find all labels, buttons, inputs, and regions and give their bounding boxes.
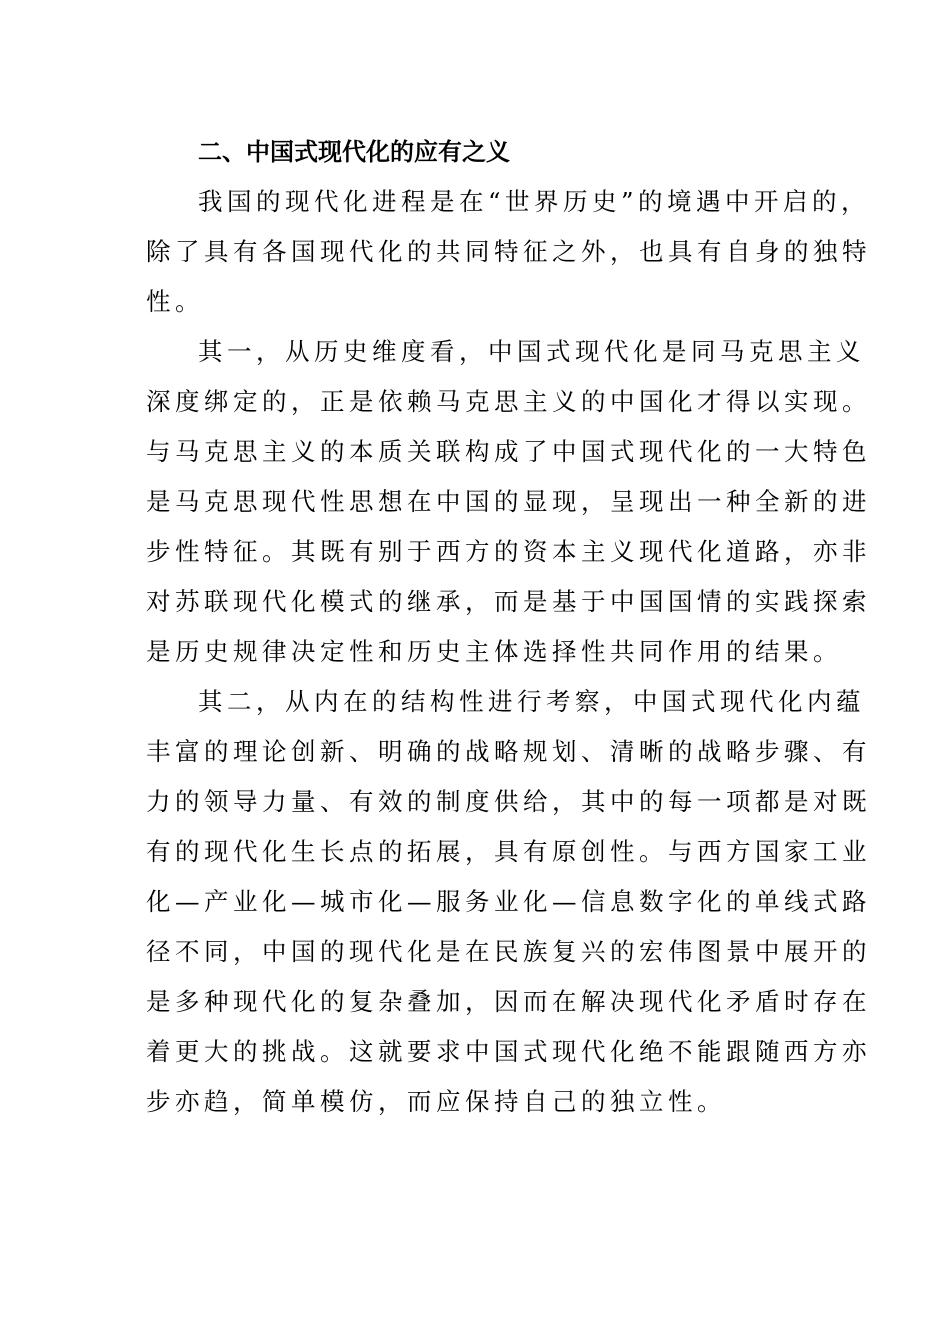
paragraph-2-line-6: 对苏联现代化模式的继承，而是基于中国国情的实践探索 [146,587,871,616]
paragraph-2-line-5: 步性特征。其既有别于西方的资本主义现代化道路，亦非 [146,537,871,566]
paragraph-3-line-2: 丰富的理论创新、明确的战略规划、清晰的战略步骤、有 [146,737,871,766]
paragraph-3-line-5: 化—产业化—城市化—服务业化—信息数字化的单线式路 [146,887,871,916]
paragraph-2-line-4: 是马克思现代性思想在中国的显现，呈现出一种全新的进 [146,487,871,516]
paragraph-1-line-1: 我国的现代化进程是在“世界历史”的境遇中开启的， [198,187,871,216]
paragraph-3-line-4: 有的现代化生长点的拓展，具有原创性。与西方国家工业 [146,837,871,866]
paragraph-3-line-7: 是多种现代化的复杂叠加，因而在解决现代化矛盾时存在 [146,987,871,1016]
paragraph-2-line-7: 是历史规律决定性和历史主体选择性共同作用的结果。 [146,637,842,666]
paragraph-3-line-3: 力的领导力量、有效的制度供给，其中的每一项都是对既 [146,787,871,816]
paragraph-2-line-2: 深度绑定的，正是依赖马克思主义的中国化才得以实现。 [146,387,871,416]
paragraph-3-line-9: 步亦趋，简单模仿，而应保持自己的独立性。 [146,1087,726,1116]
paragraph-1-line-2: 除了具有各国现代化的共同特征之外，也具有自身的独特 [146,237,871,266]
paragraph-1-line-3: 性。 [146,287,204,316]
paragraph-3-line-8: 着更大的挑战。这就要求中国式现代化绝不能跟随西方亦 [146,1037,871,1066]
paragraph-3-line-1: 其二，从内在的结构性进行考察，中国式现代化内蕴 [198,687,865,716]
paragraph-3-line-6: 径不同，中国的现代化是在民族复兴的宏伟图景中展开的 [146,937,871,966]
paragraph-2-line-3: 与马克思主义的本质关联构成了中国式现代化的一大特色 [146,437,871,466]
section-heading: 二、中国式现代化的应有之义 [198,138,510,166]
paragraph-2-line-1: 其一，从历史维度看，中国式现代化是同马克思主义 [198,337,865,366]
